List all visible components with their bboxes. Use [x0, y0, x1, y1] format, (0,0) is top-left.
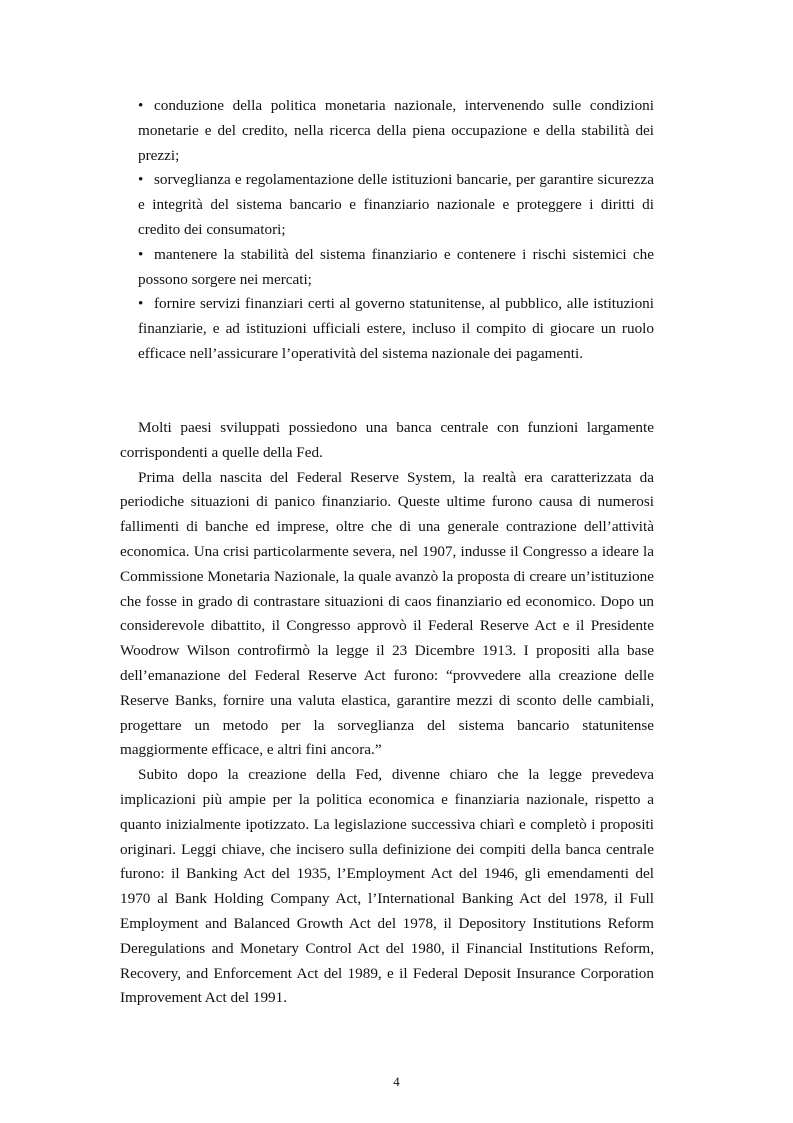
body-text — [120, 416, 654, 1011]
bullet-item — [138, 292, 654, 366]
bullet-marker: • — [138, 171, 144, 189]
bullet-item — [138, 94, 654, 168]
bullet-list — [138, 94, 654, 367]
bullet-text: sorveglianza e regolamentazione delle istituzioni bancarie, per garantire sicurezza e integrità del sistema bancario e finanziario nazionale e proteggere i diritti di credito dei consumatori; — [138, 171, 654, 238]
bullet-item — [138, 168, 654, 242]
bullet-marker: • — [138, 245, 144, 263]
bullet-item — [138, 243, 654, 293]
bullet-text: mantenere la stabilità del sistema finanziario e contenere i rischi sistemici che possono sorgere nei mercati; — [138, 245, 654, 288]
bullet-marker: • — [138, 97, 144, 114]
paragraph: Subito dopo la creazione della Fed, divenne chiaro che la legge prevedeva implicazioni più ampie per la politica economica e finanziaria nazionale, rispetto a quanto inizialmente ipotizzato. La legislazione successiva chiarì e completò i propositi originari. Leggi chiave, che incisero sulla definizione dei compiti della banca centrale furono: il Banking Act del 1935, l’Employment Act del 1946, gli emendamenti del 1970 al Bank Holding Company Act, l’International Banking Act del 1978, il Full Employment and Balanced Growth Act del 1978, il Depository Institutions Reform Deregulations and Monetary Control Act del 1980, il Financial Institutions Reform, Recovery, and Enforcement Act del 1989, e il Federal Deposit Insurance Corporation Improvement Act del 1991. — [120, 766, 654, 1007]
bullet-marker: • — [138, 295, 144, 313]
bullet-text: fornire servizi finanziari certi al governo statunitense, al pubblico, alle istituzioni finanziarie, e ad istituzioni ufficiali estere, incluso il compito di giocare un ruolo efficace nell’assicurare l’operatività del sistema nazionale dei pagamenti. — [138, 295, 654, 362]
bullet-text: conduzione della politica monetaria nazionale, intervenendo sulle condizioni monetarie e del credito, nella ricerca della piena occupazione e della stabilità dei prezzi; — [138, 97, 654, 164]
page-number: 4 — [393, 1074, 400, 1089]
paragraph: Molti paesi sviluppati possiedono una banca centrale con funzioni largamente corrispondenti a quelle della Fed. — [120, 419, 654, 461]
paragraph: Prima della nascita del Federal Reserve System, la realtà era caratterizzata da periodiche situazioni di panico finanziario. Queste ultime furono causa di numerosi fallimenti di banche ed imprese, oltre che di una generale contrazione dell’attività economica. Una crisi particolarmente severa, nel 1907, indusse il Congresso a ideare la Commissione Monetaria Nazionale, la quale avanzò la proposta di creare un’istituzione che fosse in grado di contrastare situazioni di caos finanziario ed economico. Dopo un considerevole dibattito, il Congresso approvò il Federal Reserve Act e il Presidente Woodrow Wilson controfirmò la legge il 23 Dicembre 1913. I propositi alla base dell’emanazione del Federal Reserve Act furono: “provvedere alla creazione delle Reserve Banks, fornire una valuta elastica, garantire mezzi di sconto delle cambiali, progettare un metodo per la sorveglianza del sistema bancario statunitense maggiormente efficace, e altri fini ancora.” — [120, 468, 654, 759]
